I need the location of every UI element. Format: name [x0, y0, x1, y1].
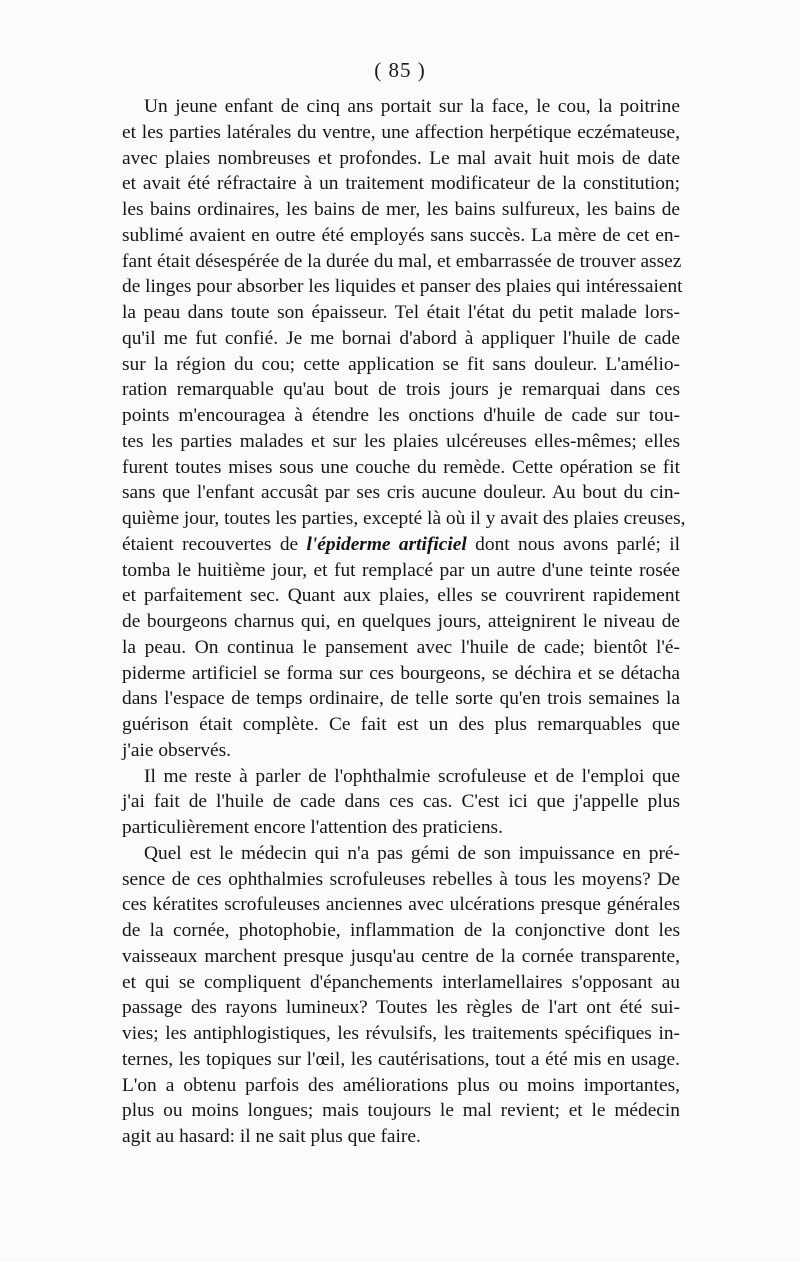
- text-line: la peau dans toute son épaisseur. Tel était l'état du petit malade lors-: [122, 302, 680, 323]
- text-line: dans l'espace de temps ordinaire, de telle sorte qu'en trois semaines la: [122, 688, 680, 710]
- text-line: la peau. On continua le pansement avec l'huile de cade; bientôt l'é-: [122, 636, 680, 658]
- text-line: et avait été réfractaire à un traitement modificateur de la constitution;: [122, 173, 680, 195]
- text-line: fant était désespérée de la durée du mal, et embarrassée de trouver assez: [122, 250, 682, 272]
- text-line: ration remarquable qu'au bout de trois jours je remarquai dans ces: [122, 379, 680, 401]
- page-number: ( 85 ): [374, 58, 426, 82]
- text-line: [122, 532, 680, 558]
- text-line: sublimé avaient en outre été employés sans succès. La mère de cet en-: [122, 224, 680, 246]
- text-line: points m'encouragea à étendre les onctions d'huile de cade sur tou-: [122, 405, 680, 426]
- text-line: les bains ordinaires, les bains de mer, les bains sulfureux, les bains de: [122, 199, 680, 220]
- text-line: L'on a obtenu parfois des améliorations plus ou moins importantes,: [122, 1074, 680, 1096]
- text-line: qu'il me fut confié. Je me bornai d'abord à appliquer l'huile de cade: [122, 327, 680, 349]
- text-line: j'aie observés.: [122, 739, 232, 761]
- text-line: ces kératites scrofuleuses anciennes avec ulcérations presque générales: [122, 894, 680, 916]
- text-run: étaient recouvertes de: [122, 533, 307, 555]
- text-line: furent toutes mises sous une couche du remède. Cette opération se fit: [122, 456, 680, 478]
- text-line: vaisseaux marchent presque jusqu'au centre de la cornée transparente,: [122, 945, 680, 967]
- text-line: quième jour, toutes les parties, excepté là où il y avait des plaies creuses,: [122, 508, 686, 529]
- text-line: vies; les antiphlogistiques, les révulsifs, les traitements spécifiques in-: [122, 1023, 680, 1044]
- text-line: ternes, les topiques sur l'œil, les cautérisations, tout a été mis en usage.: [122, 1048, 680, 1070]
- text-line: tomba le huitième jour, et fut remplacé par un autre d'une teinte rosée: [122, 559, 680, 581]
- text-line: Quel est le médecin qui n'a pas gémi de son impuissance en pré-: [144, 842, 680, 864]
- text-line: piderme artificiel se forma sur ces bourgeons, se déchira et se détacha: [122, 662, 680, 684]
- text-line: Un jeune enfant de cinq ans portait sur la face, le cou, la poitrine: [144, 96, 680, 117]
- text-line: de la cornée, photophobie, inflammation de la conjonctive dont les: [122, 920, 680, 941]
- text-line: sence de ces ophthalmies scrofuleuses rebelles à tous les moyens? De: [122, 868, 680, 890]
- text-line: particulièrement encore l'attention des praticiens.: [122, 817, 503, 838]
- text-line: sur la région du cou; cette application se fit sans douleur. L'amélio-: [122, 353, 680, 375]
- emphasized-term: l'épiderme artificiel: [306, 533, 467, 555]
- text-line: j'ai fait de l'huile de cade dans ces cas. C'est ici que j'appelle plus: [122, 791, 680, 813]
- text-line: agit au hasard: il ne sait plus que faire.: [122, 1126, 421, 1147]
- text-line: et les parties latérales du ventre, une affection herpétique eczémateuse,: [122, 121, 680, 143]
- text-line: de linges pour absorber les liquides et panser des plaies qui intéressaient: [122, 276, 683, 298]
- text-line: passage des rayons lumineux? Toutes les règles de l'art ont été sui-: [122, 997, 680, 1019]
- text-line: plus ou moins longues; mais toujours le mal revient; et le médecin: [122, 1100, 680, 1122]
- text-line: de bourgeons charnus qui, en quelques jours, atteignirent le niveau de: [122, 611, 680, 632]
- text-line: et parfaitement sec. Quant aux plaies, elles se couvrirent rapidement: [122, 585, 680, 607]
- text-run: dont nous avons parlé; il: [466, 533, 681, 555]
- text-line: Il me reste à parler de l'ophthalmie scrofuleuse et de l'emploi que: [144, 765, 680, 787]
- text-line: guérison était complète. Ce fait est un des plus remarquables que: [122, 714, 680, 735]
- text-line: sans que l'enfant accusât par ses cris aucune douleur. Au bout du cin-: [122, 482, 680, 504]
- text-line: et qui se compliquent d'épanchements interlamellaires s'opposant au: [122, 971, 680, 993]
- text-line: tes les parties malades et sur les plaies ulcéreuses elles-mêmes; elles: [122, 430, 680, 452]
- body-text: [122, 94, 686, 1150]
- text-line: avec plaies nombreuses et profondes. Le mal avait huit mois de date: [122, 147, 680, 169]
